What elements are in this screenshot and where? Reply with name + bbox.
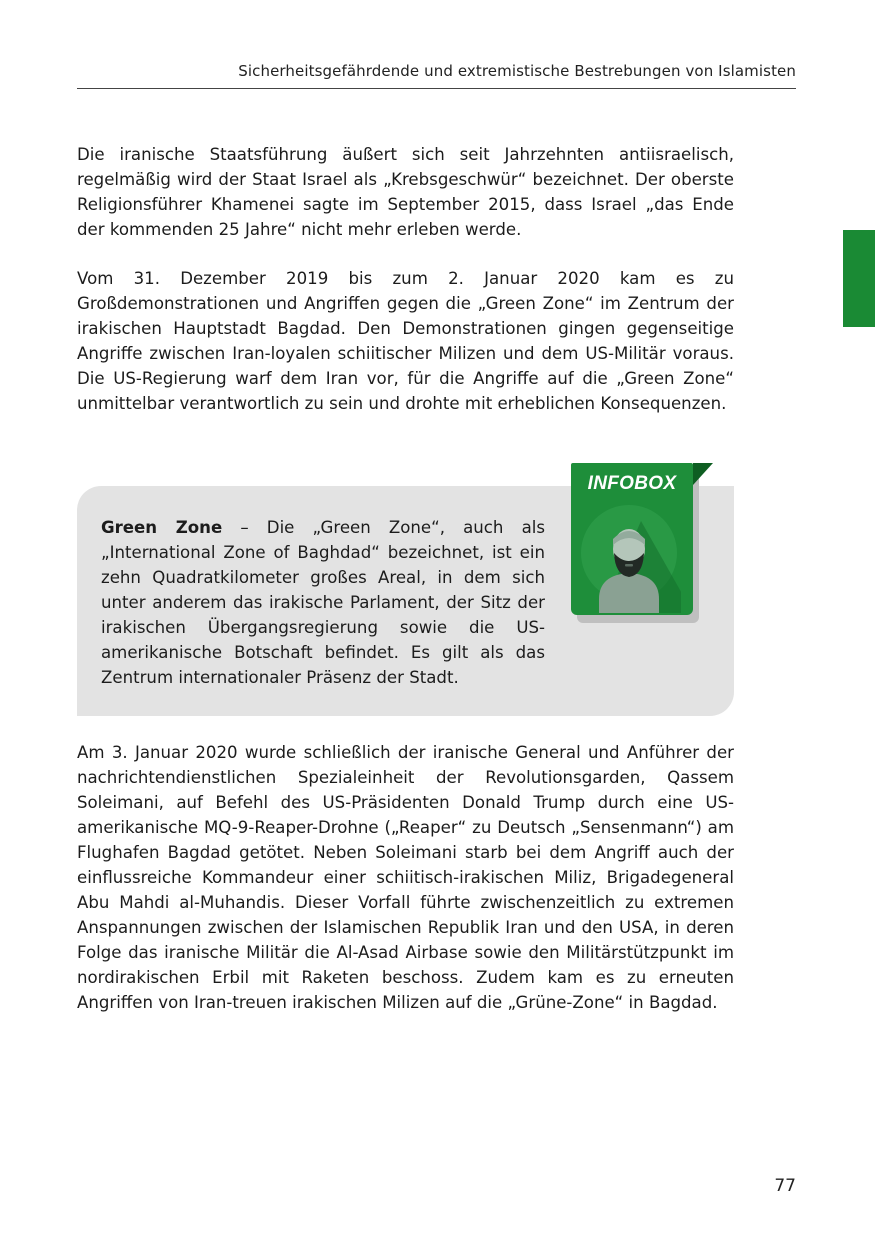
paragraph-3: Am 3. Januar 2020 wurde schließlich der iranische General und Anführer der nachrichtendienstlichen Spezialeinheit der Revolutionsgarden, Qassem Soleimani, auf Befehl des US-Präsidenten Donald Trump durch eine US-amerikanische MQ-9-Reaper-Drohne („Reaper“ zu Deutsch „Sensenmann“) am Flughafen Bagdad getötet. Neben Soleimani starb bei dem Angriff auch der einflussreiche Kommandeur einer schiitisch-irakischen Miliz, Brigadegeneral Abu Mahdi al-Muhandis. Dieser Vorfall führte zwischenzeitlich zu extremen Anspannungen zwischen der Islamischen Republik Iran und den USA, in deren Folge das iranische Militär die Al-Asad Airbase sowie den Militärstützpunkt im nordirakischen Erbil mit Raketen beschoss. Zudem kam es zu erneuten Angriffen von Iran-treuen irakischen Milizen auf die „Grüne-Zone“ in Bagdad. xyxy=(77,743,734,1012)
infobox-definition: – Die „Green Zone“, auch als „International Zone of Baghdad“ bezeichnet, ist ein zehn Quadratkilometer großes Areal, in dem sich unter anderem das irakische Parlament, der Sitz der irakischen Übergangsregierung sowie die US-amerikanische Botschaft befindet. Es gilt als das Zentrum internationaler Präsenz der Stadt. xyxy=(101,518,545,687)
infobox-term: Green Zone xyxy=(101,518,223,537)
infobox-badge-fold xyxy=(693,463,713,485)
paragraph-2: Vom 31. Dezember 2019 bis zum 2. Januar 2020 kam es zu Großdemonstrationen und Angriffen gegen die „Green Zone“ im Zentrum der irakischen Hauptstadt Bagdad. Den Demonstrationen gingen gegenseitige Angriffe zwischen Iran-loyalen schiitischer Milizen und dem US-Militär voraus. Die US-Regierung warf dem Iran vor, für die Angriffe auf die „Green Zone“ unmittelbar verantwortlich zu sein und drohte mit erheblichen Konsequenzen. xyxy=(77,269,734,413)
infobox-badge xyxy=(571,463,693,615)
header-rule xyxy=(77,88,796,89)
infobox-badge-title: INFOBOX xyxy=(587,473,677,494)
infobox-text xyxy=(101,515,545,690)
chapter-tab-marker xyxy=(843,230,875,327)
running-header: Sicherheitsgefährdende und extremistische Bestrebungen von Islamisten xyxy=(238,62,796,80)
infobox-badge-card xyxy=(571,463,693,615)
person-silhouette-icon xyxy=(581,503,681,613)
paragraph-1: Die iranische Staatsführung äußert sich seit Jahrzehnten antiisraelisch, regelmäßig wird der Staat Israel als „Krebsgeschwür“ bezeichnet. Der oberste Religionsführer Khamenei sagte im September 2015, dass Israel „das Ende der kommenden 25 Jahre“ nicht mehr erleben werde. xyxy=(77,145,734,239)
page-number: 77 xyxy=(774,1176,796,1196)
